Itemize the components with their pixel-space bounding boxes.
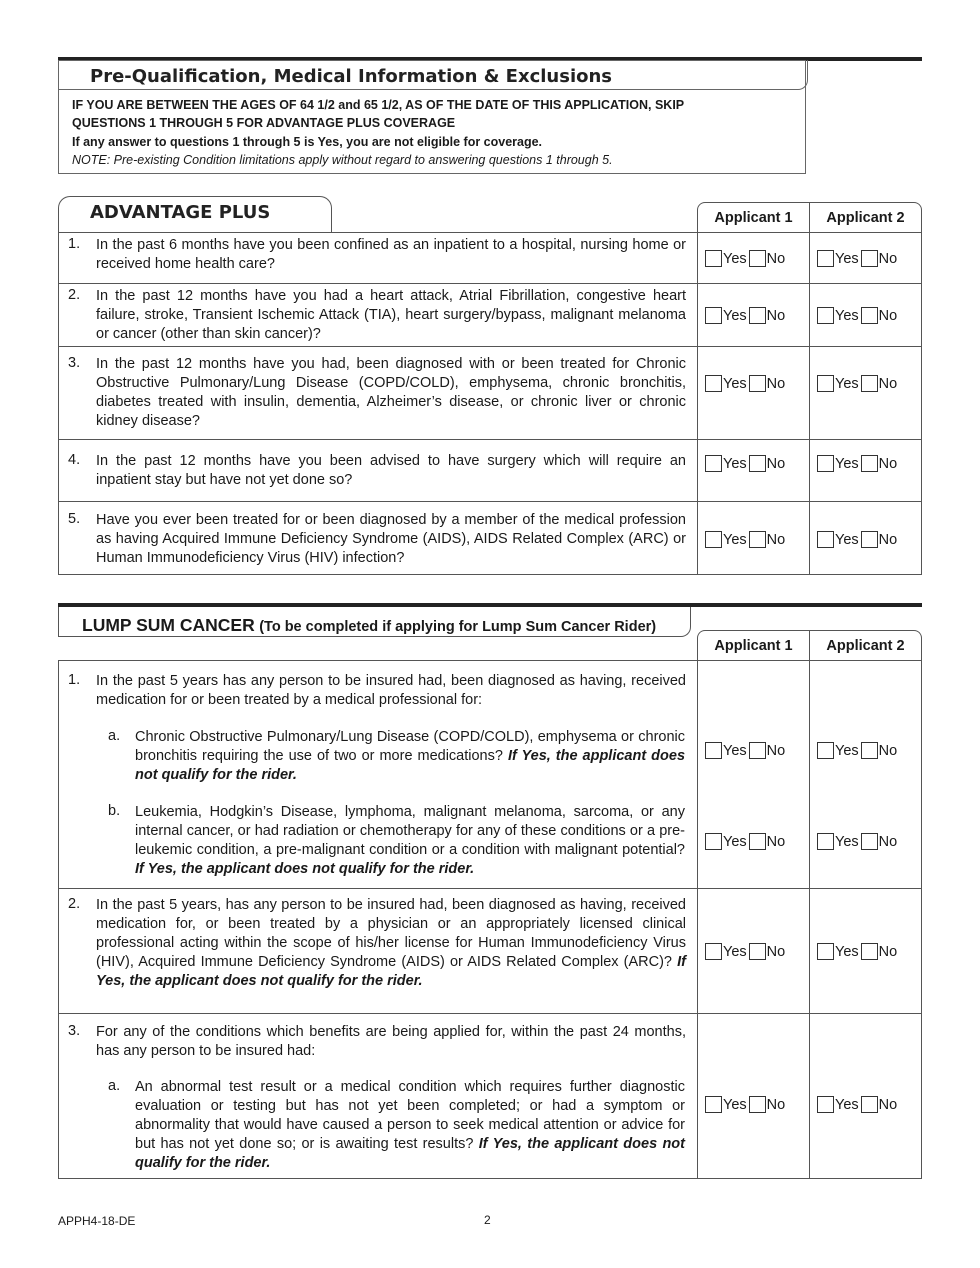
row-divider (59, 888, 921, 889)
advantage-applicant-1-header: Applicant 1 (697, 202, 810, 233)
no-checkbox[interactable] (861, 833, 878, 850)
no-label: No (878, 943, 898, 960)
question-text: In the past 12 months have you been advised to have surgery which will require an inpatient stay but have not yet done so? (96, 453, 686, 488)
no-checkbox[interactable] (861, 455, 878, 472)
yes-no-group-applicant-2 (817, 1096, 899, 1113)
no-checkbox[interactable] (749, 250, 766, 267)
yes-label: Yes (835, 307, 859, 324)
question-number: 5. (68, 511, 81, 527)
yes-label: Yes (723, 943, 747, 960)
no-label: No (878, 455, 898, 472)
column-divider (809, 233, 810, 574)
no-label: No (766, 833, 786, 850)
no-checkbox[interactable] (749, 375, 766, 392)
no-checkbox[interactable] (749, 833, 766, 850)
yes-checkbox[interactable] (817, 307, 834, 324)
no-label: No (766, 455, 786, 472)
yes-checkbox[interactable] (705, 833, 722, 850)
no-label: No (766, 375, 786, 392)
no-label: No (878, 531, 898, 548)
question-text: For any of the conditions which benefits are being applied for, within the past 24 months, has any person to be insured had: (96, 1024, 686, 1059)
yes-label: Yes (723, 833, 747, 850)
yes-checkbox[interactable] (705, 742, 722, 759)
lump-applicant-1-header: Applicant 1 (697, 630, 810, 661)
column-divider (697, 661, 698, 1178)
no-checkbox[interactable] (861, 531, 878, 548)
prequal-line-3: If any answer to questions 1 through 5 is Yes, you are not eligible for coverage. (72, 135, 543, 149)
yes-checkbox[interactable] (705, 1096, 722, 1113)
row-divider (59, 283, 921, 284)
sub-question-text: Leukemia, Hodgkin’s Disease, lymphoma, malignant melanoma, sarcoma, or any internal cancer, or had radiation or chemotherapy for any of these conditions or a pre-leukemic condition, a pre-malignant condition or a condition with malignant potential? If Yes, the applicant does not qualify for the rider. (135, 804, 685, 877)
yes-label: Yes (723, 455, 747, 472)
sub-question-letter: a. (108, 1078, 121, 1094)
rider-warning: If Yes, the applicant does not qualify for the rider. (96, 954, 686, 989)
yes-no-group-applicant-2 (817, 833, 899, 850)
sub-question-text: An abnormal test result or a medical condition which requires further diagnostic evaluation or testing but has not yet been completed; or had a symptom or abnormality that would have caused a person to seek medical attention or advice for but has not yet done so; or is awaiting test results? If Yes, the applicant does not qualify for the rider. (135, 1079, 685, 1171)
question-text: In the past 12 months have you had, been diagnosed with or been treated for Chronic Obstructive Pulmonary/Lung Disease (COPD/COLD), emphysema, chronic bronchitis, diabetes treated with insulin, dementia, Alzheimer’s disease, or chronic liver or chronic kidney disease? (96, 356, 686, 429)
no-label: No (766, 943, 786, 960)
yes-label: Yes (835, 742, 859, 759)
sub-question-text: Chronic Obstructive Pulmonary/Lung Disease (COPD/COLD), emphysema or chronic bronchitis requiring the use of two or more medications? If Yes, the applicant does not qualify for the rider. (135, 729, 686, 783)
yes-label: Yes (835, 833, 859, 850)
yes-checkbox[interactable] (817, 531, 834, 548)
no-checkbox[interactable] (861, 1096, 878, 1113)
no-checkbox[interactable] (861, 307, 878, 324)
question-number: 3. (68, 1023, 81, 1039)
column-divider (697, 233, 698, 574)
question-text: In the past 12 months have you had a heart attack, Atrial Fibrillation, congestive heart failure, stroke, Transient Ischemic Attack (TIA), heart surgery/bypass, malignant melanoma or cancer (other than skin cancer)? (96, 288, 686, 342)
yes-checkbox[interactable] (705, 250, 722, 267)
rider-warning: If Yes, the applicant does not qualify for the rider. (135, 861, 475, 877)
lump-title-line (82, 615, 656, 636)
no-label: No (878, 1096, 898, 1113)
yes-checkbox[interactable] (817, 833, 834, 850)
yes-checkbox[interactable] (817, 455, 834, 472)
no-checkbox[interactable] (749, 455, 766, 472)
yes-label: Yes (835, 1096, 859, 1113)
yes-no-group-applicant-2 (817, 531, 899, 548)
question-number: 2. (68, 896, 81, 912)
no-checkbox[interactable] (861, 375, 878, 392)
yes-checkbox[interactable] (817, 943, 834, 960)
sub-question-letter: b. (108, 803, 121, 819)
question-number: 1. (68, 672, 81, 688)
no-checkbox[interactable] (861, 943, 878, 960)
no-label: No (766, 742, 786, 759)
lump-applicant-2-header: Applicant 2 (809, 630, 922, 661)
yes-checkbox[interactable] (817, 1096, 834, 1113)
yes-label: Yes (723, 250, 747, 267)
yes-no-group-applicant-1 (705, 742, 787, 759)
yes-label: Yes (835, 531, 859, 548)
yes-checkbox[interactable] (817, 375, 834, 392)
no-checkbox[interactable] (749, 742, 766, 759)
no-checkbox[interactable] (749, 1096, 766, 1113)
yes-no-group-applicant-1 (705, 375, 787, 392)
prequal-note: NOTE: Pre-existing Condition limitations apply without regard to answering questions 1 through 5. (72, 153, 613, 167)
yes-no-group-applicant-1 (705, 943, 787, 960)
yes-label: Yes (835, 250, 859, 267)
yes-label: Yes (835, 455, 859, 472)
rider-warning: If Yes, the applicant does not qualify for the rider. (135, 748, 686, 783)
question-text: In the past 5 years, has any person to be insured had, been diagnosed as having, received medication for, or been treated by a physician or an appropriately licensed clinical professional acting within the scope of his/her license for Human Immunodeficiency Virus (HIV), Acquired Immune Deficiency Syndrome (AIDS) or AIDS Related Complex (ARC)? If Yes, the applicant does not qualify for the rider. (96, 897, 686, 989)
question-text: Have you ever been treated for or been diagnosed by a member of the medical profession as having Acquired Immune Deficiency Syndrome (AIDS), AIDS Related Complex (ARC) or Human Immunodeficiency Virus (HIV) infection? (96, 512, 686, 566)
no-label: No (878, 742, 898, 759)
advantage-title: ADVANTAGE PLUS (90, 202, 271, 223)
row-divider (59, 1013, 921, 1014)
question-number: 2. (68, 287, 81, 303)
no-checkbox[interactable] (861, 742, 878, 759)
no-label: No (878, 250, 898, 267)
page-number: 2 (484, 1213, 491, 1227)
question-number: 3. (68, 355, 81, 371)
yes-no-group-applicant-1 (705, 833, 787, 850)
yes-label: Yes (723, 531, 747, 548)
sub-question-letter: a. (108, 728, 121, 744)
yes-checkbox[interactable] (817, 742, 834, 759)
no-checkbox[interactable] (861, 250, 878, 267)
no-label: No (878, 307, 898, 324)
yes-checkbox[interactable] (705, 531, 722, 548)
no-checkbox[interactable] (749, 943, 766, 960)
yes-checkbox[interactable] (705, 375, 722, 392)
lump-title: LUMP SUM CANCER (82, 615, 255, 635)
yes-label: Yes (723, 375, 747, 392)
no-label: No (766, 307, 786, 324)
yes-no-group-applicant-1 (705, 1096, 787, 1113)
row-divider (59, 439, 921, 440)
yes-label: Yes (723, 742, 747, 759)
column-divider (809, 661, 810, 1178)
prequal-line-1: IF YOU ARE BETWEEN THE AGES OF 64 1/2 and 65 1/2, AS OF THE DATE OF THIS APPLICATION, SKIP (72, 98, 685, 112)
yes-label: Yes (835, 943, 859, 960)
yes-no-group-applicant-1 (705, 455, 787, 472)
yes-no-group-applicant-1 (705, 307, 787, 324)
yes-label: Yes (723, 307, 747, 324)
no-checkbox[interactable] (749, 531, 766, 548)
yes-label: Yes (835, 375, 859, 392)
question-number: 1. (68, 236, 81, 252)
no-label: No (766, 531, 786, 548)
yes-no-group-applicant-1 (705, 531, 787, 548)
prequal-title: Pre-Qualification, Medical Information & Exclusions (90, 66, 613, 87)
no-label: No (878, 833, 898, 850)
rider-warning: If Yes, the applicant does not qualify for the rider. (135, 1136, 685, 1171)
form-id: APPH4-18-DE (58, 1214, 136, 1228)
yes-no-group-applicant-2 (817, 375, 899, 392)
row-divider (59, 346, 921, 347)
yes-no-group-applicant-2 (817, 943, 899, 960)
yes-checkbox[interactable] (705, 307, 722, 324)
yes-no-group-applicant-1 (705, 250, 787, 267)
yes-no-group-applicant-2 (817, 250, 899, 267)
prequal-line-2: QUESTIONS 1 THROUGH 5 FOR ADVANTAGE PLUS COVERAGE (72, 116, 456, 130)
question-text: In the past 6 months have you been confined as an inpatient to a hospital, nursing home or received home health care? (96, 237, 686, 272)
question-number: 4. (68, 452, 81, 468)
lump-subtitle: (To be completed if applying for Lump Sum Cancer Rider) (259, 619, 657, 635)
no-label: No (766, 1096, 786, 1113)
advantage-applicant-2-header: Applicant 2 (809, 202, 922, 233)
no-label: No (878, 375, 898, 392)
row-divider (59, 501, 921, 502)
yes-no-group-applicant-2 (817, 307, 899, 324)
question-text: In the past 5 years has any person to be insured had, been diagnosed as having, received medication for or been treated by a medical professional for: (96, 673, 686, 708)
yes-checkbox[interactable] (705, 455, 722, 472)
yes-no-group-applicant-2 (817, 742, 899, 759)
no-label: No (766, 250, 786, 267)
yes-checkbox[interactable] (705, 943, 722, 960)
yes-no-group-applicant-2 (817, 455, 899, 472)
no-checkbox[interactable] (749, 307, 766, 324)
yes-checkbox[interactable] (817, 250, 834, 267)
yes-label: Yes (723, 1096, 747, 1113)
